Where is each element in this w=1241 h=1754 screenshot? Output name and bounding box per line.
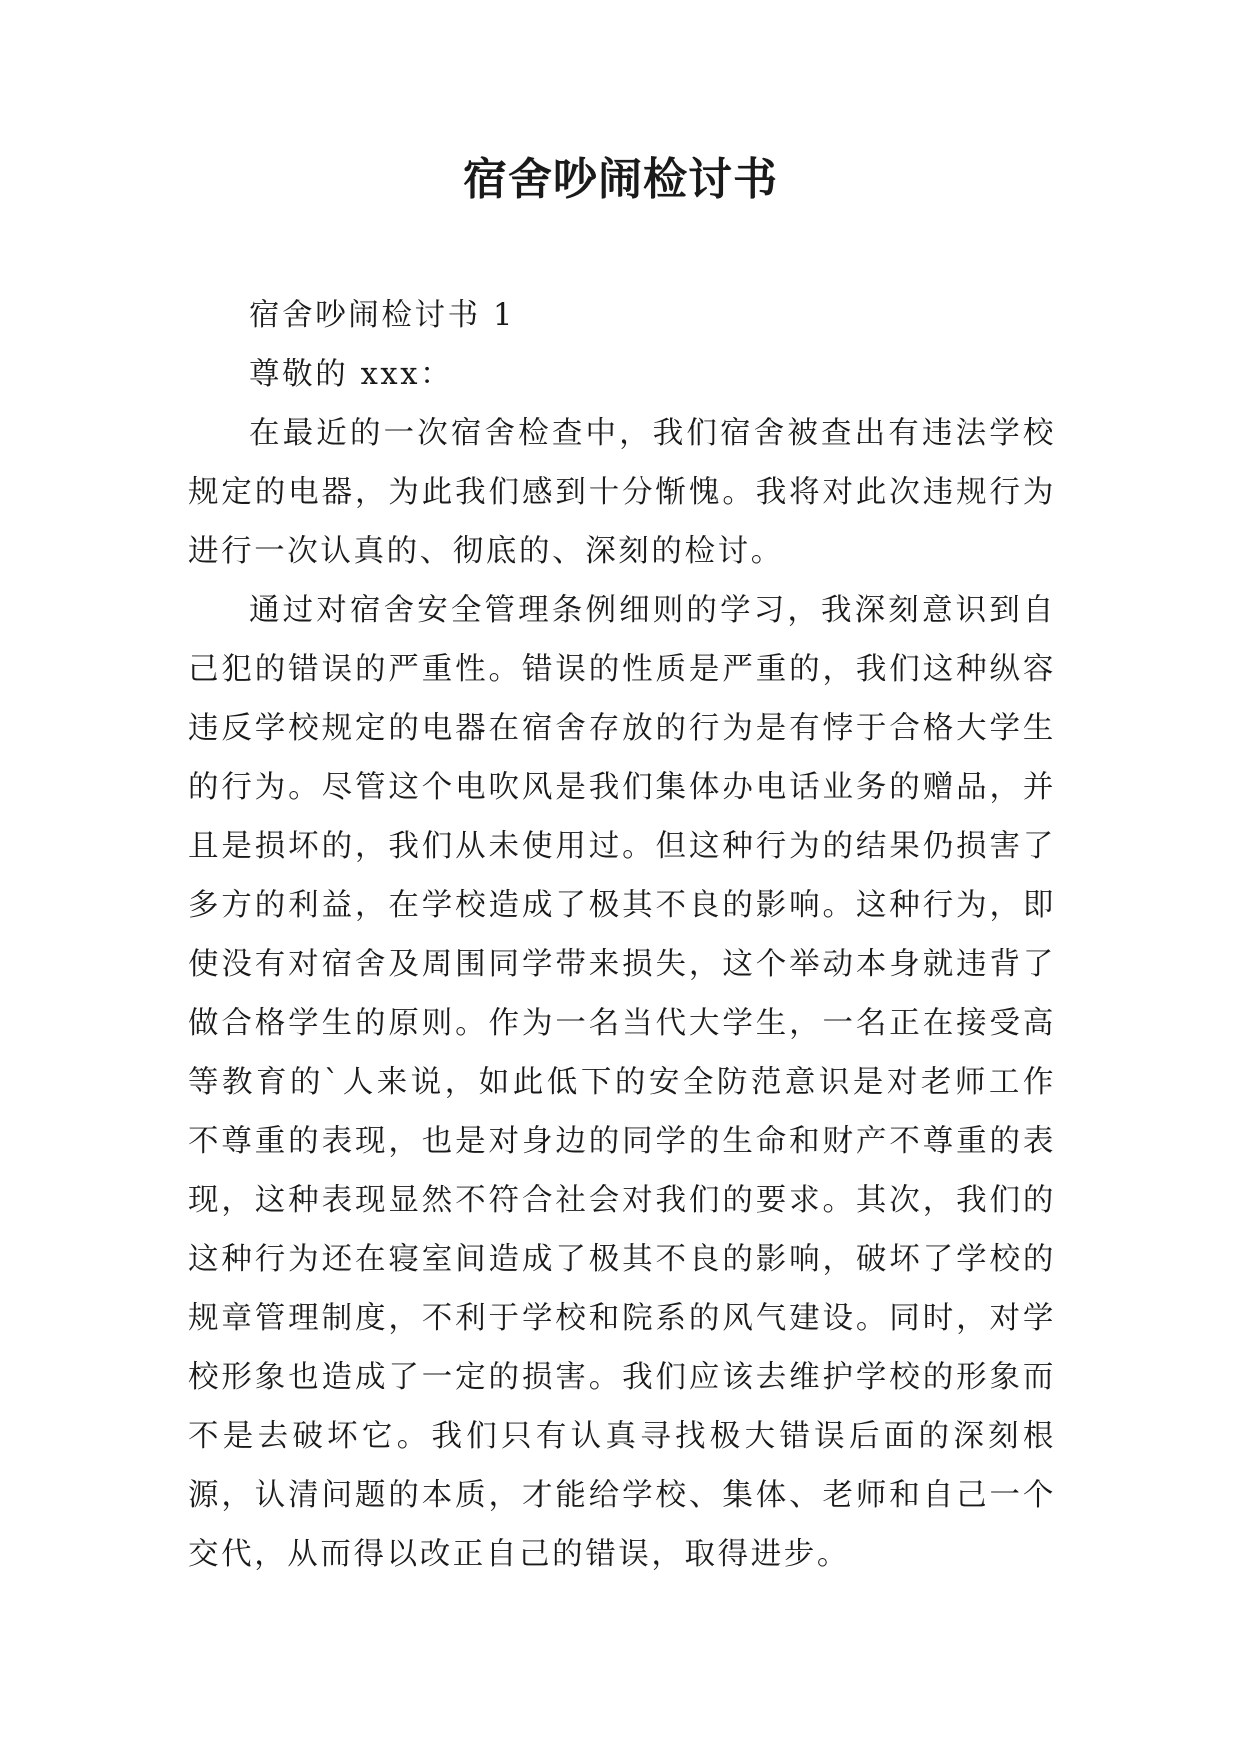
document-subtitle: 宿舍吵闹检讨书 1 xyxy=(249,298,515,333)
document-title: 宿舍吵闹检讨书 xyxy=(463,154,778,205)
paragraph: 在最近的一次宿舍检查中，我们宿舍被查出有违法学校规定的电器，为此我们感到十分惭愧。我将对此次违规行为进行一次认真的、彻底的、深刻的检讨。 xyxy=(188,416,1056,569)
paragraph: 通过对宿舍安全管理条例细则的学习，我深刻意识到自己犯的错误的严重性。错误的性质是严重的，我们这种纵容违反学校规定的电器在宿舍存放的行为是有悖于合格大学生的行为。尽管这个电吹风是我们集体办电话业务的赠品，并且是损坏的，我们从未使用过。但这种行为的结果仍损害了多方的利益，在学校造成了极其不良的影响。这种行为，即使没有对宿舍及周围同学带来损失，这个举动本身就违背了做合格学生的原则。作为一名当代大学生，一名正在接受高等教育的`人来说，如此低下的安全防范意识是对老师工作不尊重的表现，也是对身边的同学的生命和财产不尊重的表现，这种表现显然不符合社会对我们的要求。其次，我们的这种行为还在寝室间造成了极其不良的影响，破坏了学校的规章管理制度，不利于学校和院系的风气建设。同时，对学校形象也造成了一定的损害。我们应该去维护学校的形象而不是去破坏它。我们只有认真寻找极大错误后面的深刻根源，认清问题的本质，才能给学校、集体、老师和自己一个交代，从而得以改正自己的错误，取得进步。 xyxy=(188,593,1056,1572)
document-body xyxy=(188,286,1056,1584)
salutation: 尊敬的 xxx： xyxy=(249,357,454,392)
